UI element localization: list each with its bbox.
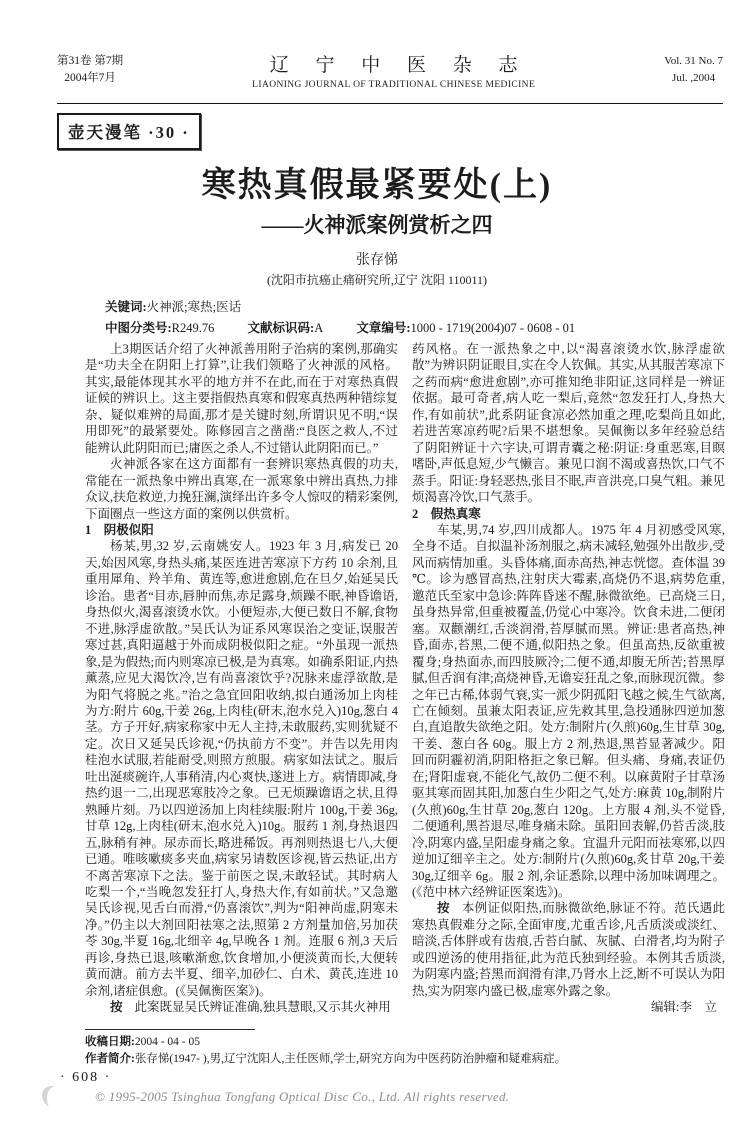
article-affiliation: (沈阳市抗癌止痛研究所,辽宁 沈阳 110011) xyxy=(266,273,488,287)
author-bio-label: 作者简介: xyxy=(85,1053,135,1065)
masthead-divider xyxy=(57,103,723,104)
journal-title-block xyxy=(252,50,535,90)
copyright-line: © 1995-2005 Tsinghua Tongfang Optical Disc Co., Ltd. All rights reserved. xyxy=(95,1089,510,1104)
case-1-comment-text: 此案既显吴氏辨证准确,独具慧眼,又示其火神用 xyxy=(134,1000,391,1015)
case-2-comment-text: 本例证似阳热,而脉微欲绝,脉证不符。范氏遇此寒热真假难分之际,全面审度,尤重舌诊,凡舌质淡或淡红、暗淡,舌体胖或有齿痕,舌苔白腻、灰腻、白滑者,均为附子或四逆汤的使用指征,此为范氏独到经验。本例其舌质淡,为阴寒内盛;苔黑而润滑有津,乃肾水上泛,断不可误认为阳热,实为阴寒内盛已极,虚寒外露之象。 xyxy=(412,901,725,998)
paragraph-overview: 火神派各家在这方面都有一套辨识寒热真假的功夫,常能在一派热象中辨出真寒,在一派寒象中辨出真热,力排众议,扶危救逆,力挽狂澜,演绎出许多令人惊叹的精彩案例,下面圈点一些这方面的案例以供赏析。 xyxy=(85,457,398,521)
issue-volume-cn: 第31卷 第7期 xyxy=(57,55,124,67)
journal-title-cn: 辽 宁 中 医 杂 志 xyxy=(269,55,529,76)
issue-date-en: Jul. ,2004 xyxy=(672,72,716,84)
comment-label-2: 按 xyxy=(437,901,450,916)
footnote-divider xyxy=(85,1029,255,1030)
case-2-text: 车某,男,74 岁,四川成都人。1975 年 4 月初感受风寒,全身不适。自拟温补汤剂服之,病未减轻,勉强外出散步,受风而病情加重。头昏体痛,面赤高热,神志恍惚。查体温 39 ℃。诊为感冒高热,注射庆大霉素,高烧仍不退,病势危重,邀范氏至家中急诊:阵阵昏迷不醒,脉微欲绝。已高烧三日,虽身热异常,但重被覆盖,仍觉心中寒冷。饮食未进,二便闭塞。双颧潮红,舌淡润滑,苔厚腻而黑。辨证:患者高热,神昏,面赤,苔黑,二便不通,似阳热之象。但虽高热,反欲重被覆身;身热面赤,而四肢厥冷;二便不通,却腹无所苦;苔黑厚腻,但舌润有津;高烧神昏,无谵妄狂乱之象,而脉现沉微。参之年已古稀,体弱气衰,实一派少阴孤阳飞越之候,生气欲离,亡在倾刻。虽兼太阳表证,应先救其里,急投通脉四逆加葱白,直追散失欲绝之阳。处方:制附片(久煎)60g,生甘草 30g,干姜、葱白各 60g。服上方 2 剂,热退,黑苔显著减少。阳回而阴霾初消,阴阳格拒之象已解。但头痛、身痛,表证仍在;肾阳虚衰,不能化气,故仍二便不利。以麻黄附子甘草汤驱其寒而固其阳,加葱白生少阳之气,处方:麻黄 10g,制附片(久煎)60g,生甘草 20g,葱白 120g。上方服 4 剂,头不觉昏,二便通利,黑苔退尽,唯身痛未除。虽阳回表解,仍苔舌淡,肢冷,阴寒内盛,呈阳虚身痛之象。宜温升元阳而祛寒邪,以四逆加辽细辛主之。处方:制附片(久煎)60g,炙甘草 20g,干姜 30g,辽细辛 6g。服 2 剂,余证悉除,以理中汤加味调理之。(《范中林六经辨证医案选》)。 xyxy=(412,522,725,899)
case-2-comment xyxy=(412,900,725,999)
paragraph-intro: 上3期医话介绍了火神派善用附子治病的案例,那确实是“功夫全在阴阳上打算”,让我们领略了火神派的风格。其实,最能体现其水平的地方并不在此,而在于对寒热真假证候的辨识上。这主要指假热真寒和假寒真热两种错综复杂、疑似难辨的局面,那才是关键时刻,所谓识见不明,“误用即死”的最紧要处。陈修园言之凿凿:“良医之救人,不过能辨认此阴阳而已;庸医之杀人,不过错认此阴阳而已。” xyxy=(85,342,398,455)
author-bio-value: 张存悌(1947- ),男,辽宁沈阳人,主任医师,学士,研究方向为中医药防治肿瘤和疑难病症。 xyxy=(134,1053,567,1065)
issue-volume-en: Vol. 31 No. 7 xyxy=(664,55,723,67)
clc-item xyxy=(105,321,214,335)
section-heading-1: 1 阴极似阳 xyxy=(85,522,154,537)
article-body xyxy=(85,341,725,1035)
keywords-line xyxy=(105,297,241,315)
issue-date-cn: 2004年7月 xyxy=(64,72,116,84)
case-1-comment-start xyxy=(85,999,398,1015)
article-no-value: 1000 - 1719(2004)07 - 0608 - 01 xyxy=(410,321,576,335)
article-title: 寒热真假最紧要处(上) xyxy=(201,167,553,204)
issue-info-en xyxy=(664,53,723,87)
comment-label: 按 xyxy=(110,1000,123,1015)
doc-code-item xyxy=(248,321,324,335)
journal-masthead xyxy=(57,50,723,90)
case-1-text: 杨某,男,32 岁,云南姚安人。1923 年 3 月,病发已 20 天,始因风寒,身热头痛,某医连进苦寒凉下方药 10 余剂,且重用犀角、羚羊角、黄连等,愈进愈剧,危在旦夕,始延吴氏诊治。患者“目赤,唇肿而焦,赤足露身,烦躁不眠,神昏谵语,身热似火,渴喜滚烫水饮。小便短赤,大便已数日不解,食物不进,脉浮虚欲散。”吴氏认为证系风寒误治之变证,误服苦寒过甚,真阳逼越于外而成阴极似阳之症。“外虽现一派热象,是为假热;而内则寒凉已极,是为真寒。如确系阳证,内热薰蒸,应见大渴饮冷,岂有尚喜滚饮乎?况脉来虚浮欲散,是为阳气将脱之兆。”治之急宜回阳收纳,拟白通汤加上肉桂为方:附片 60g,干姜 26g,上肉桂(研末,泡水兑入)10g,葱白 4 茎。方子开好,病家称家中无人主持,未敢服药,实则犹疑不定。次日又延吴氏诊视,“仍执前方不变”。并告以先用肉桂泡水试服,若能耐受,则照方煎服。病家如法试之。服后吐出涎痰碗许,人事稍清,内心爽快,遂进上方。病情即减,身热约退一二,出现恶寒肢冷之象。已无烦躁谵语之状,且得熟睡片刻。乃以四逆汤加上肉桂续服:附片 100g,干姜 36g,甘草 12g,上肉桂(研末,泡水兑入)10g。服药 1 剂,身热退四五,脉稍有神。尿赤而长,略进稀饭。再剂则热退七八,大便已通。唯咳嗽痰多夹血,病家另请数医诊视,皆云热证,出方不离苦寒凉下之法。鉴于前医之误,未敢轻试。其时病人吃梨一个,“当晚忽发狂打人,身热大作,有如前状。”又急邀吴氏诊视,见舌白而滑,“仍喜滚饮”,判为“阳神尚虚,阴寒未净。”仍主以大剂回阳祛寒之法,照第 2 方剂量加倍,另加茯苓 30g,半夏 16g,北细辛 4g,早晚各 1 剂。连服 6 剂,3 天后再诊,身热已退,咳嗽渐愈,饮食增加,小便淡黄而长,大便转黄而溏。前方去半夏、细辛,加砂仁、白术、黄芪,连进 10 余剂,诸症俱愈。(《吴佩衡医案》)。 xyxy=(85,539,398,998)
article-author: 张存悌 xyxy=(356,253,398,268)
issue-info-cn xyxy=(57,53,123,87)
received-date-line xyxy=(85,1033,200,1049)
article-no-item xyxy=(356,321,575,335)
page-number: · 608 · xyxy=(60,1070,112,1085)
clc-label: 中图分类号: xyxy=(105,321,172,335)
article-no-label: 文章编号: xyxy=(356,321,411,335)
article-subtitle: ——火神派案例赏析之四 xyxy=(261,213,493,237)
meta-line xyxy=(105,318,605,336)
keywords-label: 关键词: xyxy=(105,300,147,314)
journal-title-en: LIAONING JOURNAL OF TRADITIONAL CHINESE MEDICINE xyxy=(252,80,536,90)
clc-value: R249.76 xyxy=(171,321,215,335)
column-badge: 壶天漫笔 ·30 · xyxy=(57,113,201,150)
cnki-swoosh-icon xyxy=(36,1084,62,1110)
left-column xyxy=(85,341,398,1035)
received-date-label: 收稿日期: xyxy=(85,1036,135,1048)
section-heading-2: 2 假热真寒 xyxy=(412,506,481,521)
case-1-comment-continued: 药风格。在一派热象之中,以“渴喜滚烫水饮,脉浮虚欲散”为辨识阴证眼目,实在令人钦佩。其实,从其服苦寒凉下之药而病“愈进愈剧”,亦可推知绝非阳证,这同样是一辨证依据。最可奇者,病人吃一梨后,竟然“忽发狂打人,身热大作,有如前状”,此系阴证食凉必然加重之理,吃梨尚且如此,若进苦寒凉药呢?后果不堪想象。吴佩衡以多年经验总结了阴阳辨证十六字诀,可谓青囊之秘:阴证:身重恶寒,目瞑嗜卧,声低息短,少气懒言。兼见口润不渴或喜热饮,口气不蒸手。阳证:身轻恶热,张目不眠,声音洪亮,口臭气粗。兼见烦渴喜冷饮,口气蒸手。 xyxy=(412,342,725,505)
author-bio-line xyxy=(85,1050,730,1066)
doc-code-label: 文献标识码: xyxy=(247,321,315,335)
keywords-value: 火神派;寒热;医话 xyxy=(146,300,242,314)
received-date-value: 2004 - 04 - 05 xyxy=(134,1036,201,1048)
doc-code-value: A xyxy=(314,321,324,335)
right-column xyxy=(412,341,725,1035)
editor-credit: 编辑:李 立 xyxy=(651,1000,717,1015)
